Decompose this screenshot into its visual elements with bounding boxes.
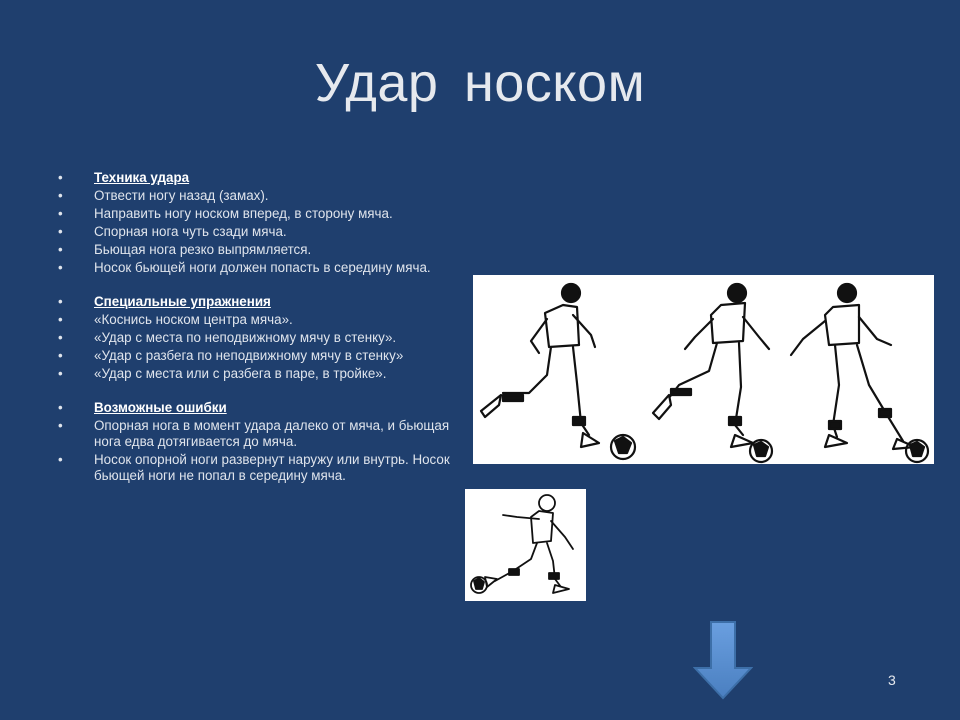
list-item-text: «Удар с разбега по неподвижному мячу в стенку» — [94, 348, 404, 363]
bullet: • — [58, 206, 63, 221]
bullet: • — [58, 452, 63, 467]
bullet: • — [58, 242, 63, 257]
list-item — [58, 206, 460, 222]
list-item — [58, 330, 460, 346]
section-heading-text: Возможные ошибки — [94, 400, 227, 415]
bullet: • — [58, 170, 63, 185]
list-item — [58, 366, 460, 382]
list-item-text: Направить ногу носком вперед, в сторону мяча. — [94, 206, 393, 221]
section-heading — [58, 294, 460, 310]
section-heading — [58, 170, 460, 186]
bullet: • — [58, 400, 63, 415]
list-item-text: «Удар с места по неподвижному мячу в стенку». — [94, 330, 397, 345]
list-item-text: Бьющая нога резко выпрямляется. — [94, 242, 312, 257]
section-heading-text: Специальные упражнения — [94, 294, 271, 309]
bullet: • — [58, 312, 63, 327]
bullet: • — [58, 260, 63, 275]
bullet: • — [58, 294, 63, 309]
list-item-text: Отвести ногу назад (замах). — [94, 188, 269, 203]
bullet: • — [58, 418, 63, 433]
list-item-text: Спорная нога чуть сзади мяча. — [94, 224, 287, 239]
list-item — [58, 242, 460, 258]
arrow-down-icon[interactable] — [693, 620, 753, 700]
kick-error-drawing — [465, 489, 586, 601]
bullet: • — [58, 330, 63, 345]
list-item-text: Носок опорной ноги развернут наружу или внутрь. Носок бьющей ноги не попал в середину мяча. — [94, 452, 450, 483]
bullet: • — [58, 366, 63, 381]
kick-sequence-illustration — [473, 275, 934, 464]
slide-title: Удар носком — [314, 53, 646, 113]
bullet: • — [58, 348, 63, 363]
section-heading-text: Техника удара — [94, 170, 190, 185]
bullet: • — [58, 224, 63, 239]
arrow-down-shape — [693, 620, 753, 700]
list-item — [58, 452, 460, 484]
page-number: 3 — [888, 672, 896, 688]
list-item — [58, 312, 460, 328]
section-heading — [58, 400, 460, 416]
list-item-text: «Удар с места или с разбега в паре, в тройке». — [94, 366, 387, 381]
kick-sequence-drawing — [473, 275, 934, 464]
kick-error-illustration — [465, 489, 586, 601]
list-item — [58, 418, 460, 450]
slide-content — [58, 170, 460, 486]
player-figure-2 — [653, 284, 769, 447]
bullet: • — [58, 188, 63, 203]
list-item-text: Носок бьющей ноги должен попасть в середину мяча. — [94, 260, 431, 275]
list-item — [58, 348, 460, 364]
player-figure-3 — [791, 284, 915, 449]
list-item — [58, 224, 460, 240]
list-item-text: Опорная нога в момент удара далеко от мяча, и бьющая нога едва дотягивается до мяча. — [94, 418, 450, 449]
list-item-text: «Коснись носком центра мяча». — [94, 312, 293, 327]
list-item — [58, 260, 460, 276]
list-item — [58, 188, 460, 204]
player-figure-1 — [481, 284, 599, 447]
